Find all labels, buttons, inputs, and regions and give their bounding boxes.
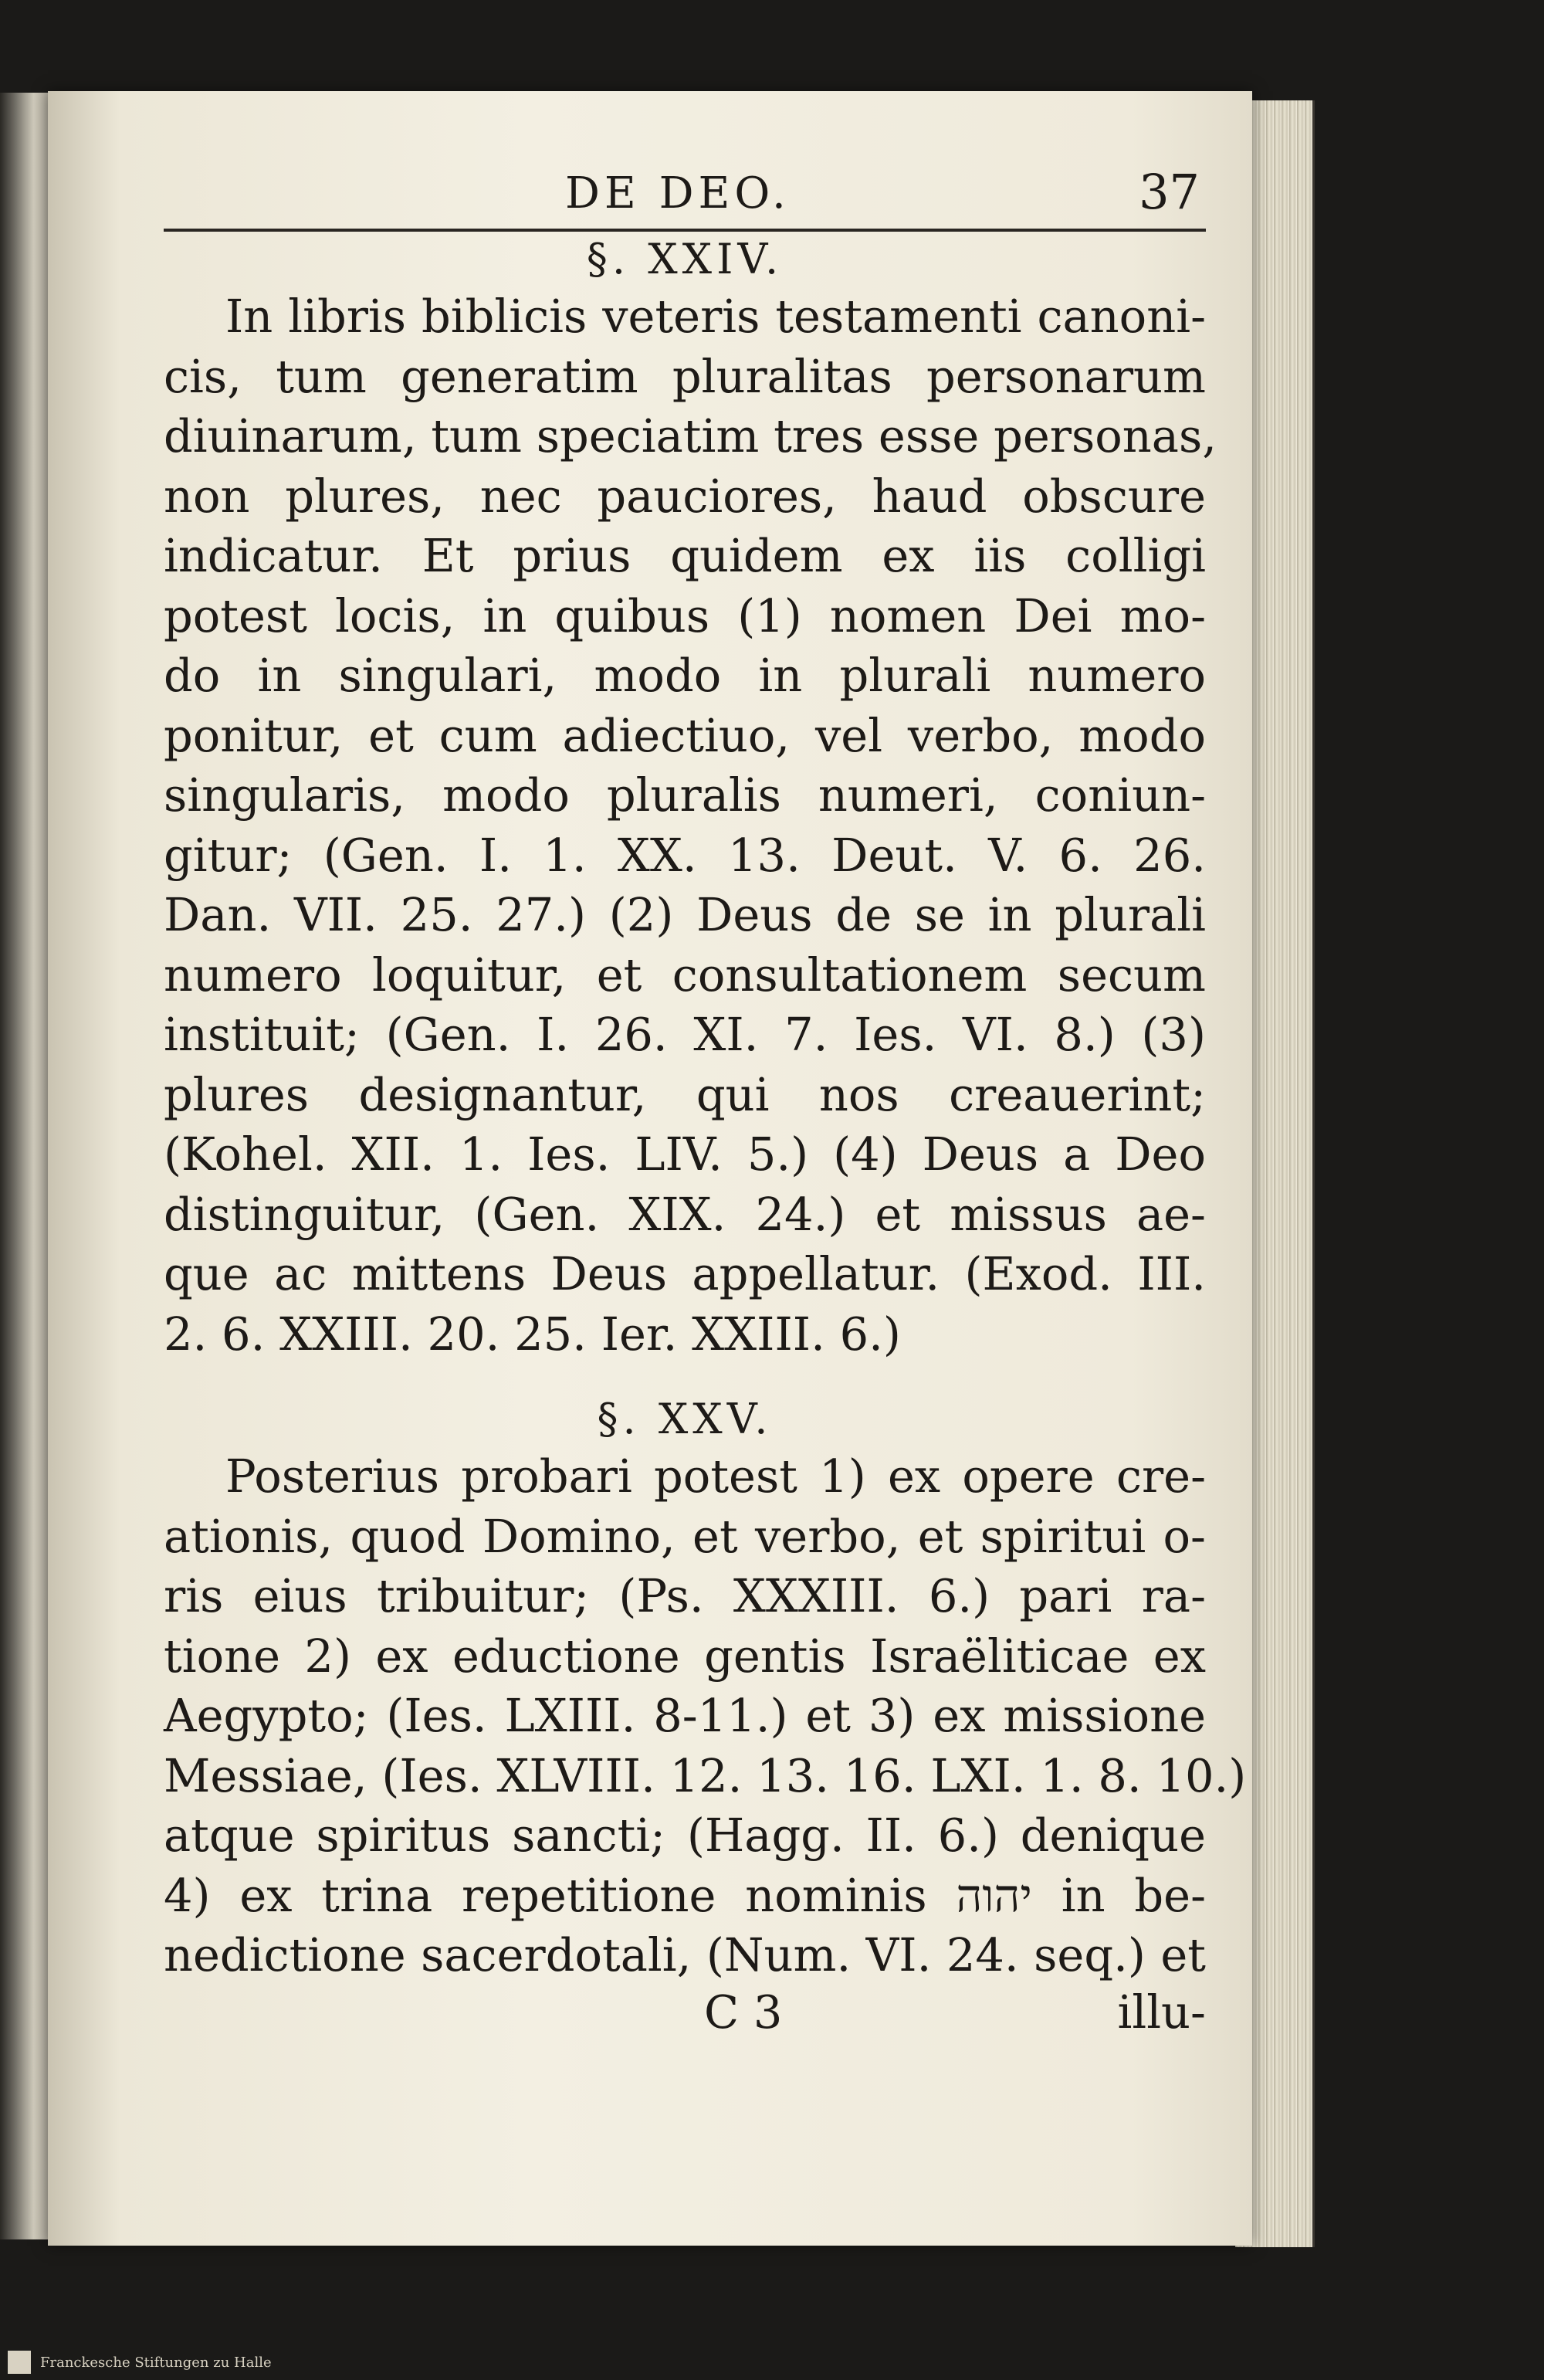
text-line: ris eius tribuitur; (Ps. XXXIII. 6.) pari ra- (164, 1569, 1206, 1622)
text-line: ponitur, et cum adiectiuo, vel verbo, modo (164, 708, 1206, 762)
running-head-title: DE DEO. (565, 168, 791, 219)
text-line: Aegypto; (Ies. LXIII. 8-11.) et 3) ex missione (164, 1689, 1206, 1742)
institution-logo-icon (8, 2351, 31, 2374)
text-line: (Kohel. XII. 1. Ies. LIV. 5.) (4) Deus a Deo (164, 1127, 1206, 1181)
text-line: potest locis, in quibus (1) nomen Dei mo- (164, 588, 1206, 642)
text-line: atque spiritus sancti; (Hagg. II. 6.) denique (164, 1809, 1206, 1862)
text-line: plures designantur, qui nos creauerint; (164, 1067, 1206, 1121)
text-line: cis, tum generatim pluralitas personarum (164, 349, 1206, 403)
text-block (164, 164, 1247, 2047)
text-line: gitur; (Gen. I. 1. XX. 13. Deut. V. 6. 26. (164, 828, 1206, 882)
page-number: 37 (1139, 164, 1200, 220)
running-head (164, 164, 1206, 232)
signature-mark: C 3 (704, 1985, 783, 2039)
paragraph-section-25 (164, 1446, 1247, 1985)
text-line: non plures, nec pauciores, haud obscure (164, 469, 1206, 523)
text-line: que ac mittens Deus appellatur. (Exod. III. (164, 1247, 1206, 1300)
catchword-line (164, 1985, 1206, 2047)
catchword: illu- (1117, 1985, 1206, 2039)
section-spacer (164, 1364, 1206, 1392)
text-line: instituit; (Gen. I. 26. XI. 7. Ies. VI. 8.) (3) (164, 1008, 1206, 1061)
text-line: Dan. VII. 25. 27.) (2) Deus de se in plurali (164, 888, 1206, 941)
text-line: Posterius probari potest 1) ex opere cre- (225, 1449, 1206, 1503)
text-line: tione 2) ex eductione gentis Israëliticae ex (164, 1629, 1206, 1683)
text-line: do in singulari, modo in plurali numero (164, 649, 1206, 702)
text-line: numero loquitur, et consultationem secum (164, 948, 1206, 1002)
text-line: indicatur. Et prius quidem ex iis colligi (164, 529, 1206, 582)
text-line: In libris biblicis veteris testamenti canoni- (225, 290, 1206, 343)
adjacent-page-edge (0, 93, 48, 2239)
section-heading-24: §. XXIV. (586, 235, 784, 283)
text-line: Messiae, (Ies. XLVIII. 12. 13. 16. LXI. 1. 8. 10.) (164, 1748, 1247, 1802)
text-line: 2. 6. XXIII. 20. 25. Ier. XXIII. 6.) (164, 1307, 901, 1361)
text-line: singularis, modo pluralis numeri, coniun- (164, 768, 1206, 822)
book-page (48, 91, 1252, 2246)
paragraph-section-24 (164, 286, 1217, 1364)
text-line: diuinarum, tum speciatim tres esse personas, (164, 409, 1217, 463)
text-line: nedictione sacerdotali, (Num. VI. 24. seq.) et (164, 1928, 1206, 1982)
text-line: distinguitur, (Gen. XIX. 24.) et missus ae- (164, 1187, 1206, 1241)
text-line: ationis, quod Domino, et verbo, et spiritui o- (164, 1509, 1206, 1563)
viewer-footer (0, 2344, 1544, 2380)
section-heading-25: §. XXV. (597, 1395, 773, 1443)
institution-name[interactable]: Franckesche Stiftungen zu Halle (40, 2355, 272, 2371)
text-line: 4) ex trina repetitione nominis יהוה in be- (164, 1868, 1207, 1922)
